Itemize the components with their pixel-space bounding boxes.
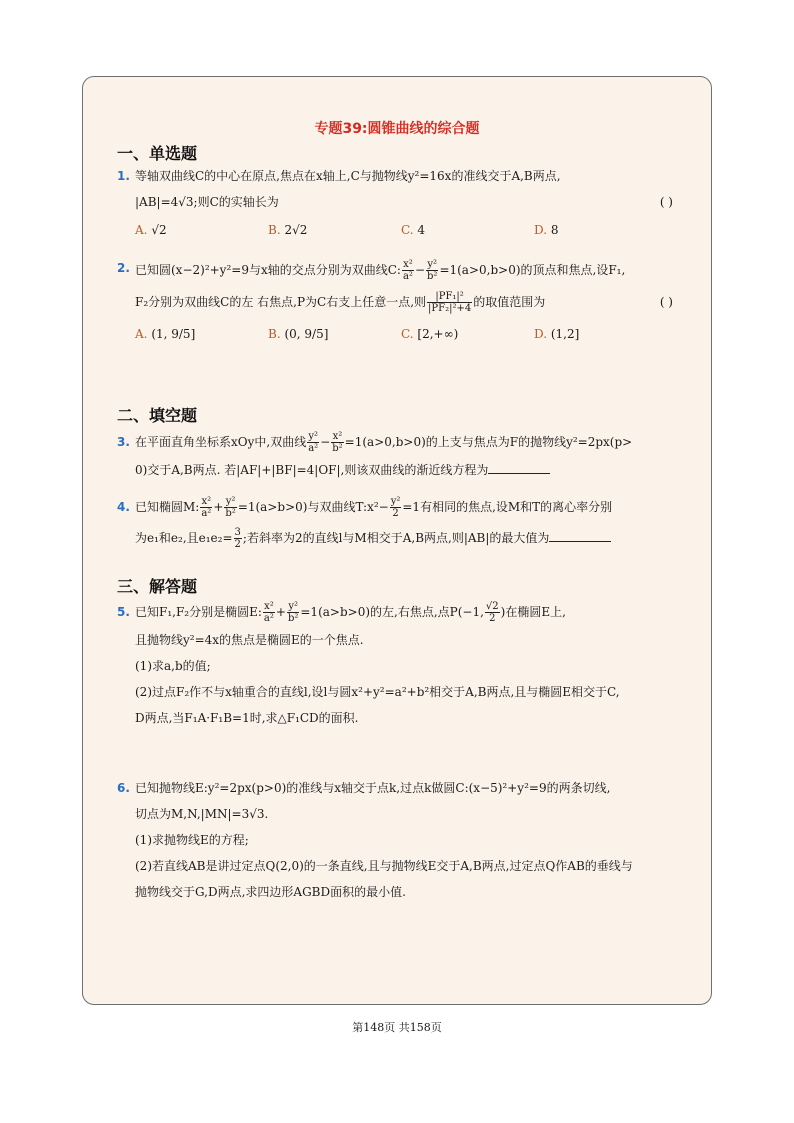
fraction: $\frac{\text{y²}}{\text{b²}}$ — [225, 496, 236, 519]
question-number: 2. — [117, 261, 130, 275]
fraction: $\frac{\text{y²}}{\text{b²}}$ — [287, 601, 299, 624]
question-3: 3. 在平面直角坐标系xOy中,双曲线 $\frac{\text{y²}}{\text{a²}}$ − $\frac{\text{x²}}{\text{b²}}$ =1(a>0,b>0)的上支与焦点为F的抛物线y²=2px(p> 0)交于A,B两点. 若|AF|+|BF|=4|OF|,则该双曲线的渐近线方程为 — [117, 431, 633, 477]
sub-question: (2)若直线AB是讲过定点Q(2,0)的一条直线,且与抛物线E交于A,B两点,过定点Q作AB的垂线与 — [135, 859, 633, 873]
option-c[interactable]: C. [2,+∞) — [401, 327, 459, 341]
fraction: $\frac{\text{x²}}{\text{a²}}$ — [263, 601, 274, 624]
option-a[interactable]: A. (1, 9/5] — [135, 327, 196, 341]
question-text: 已知圆(x−2)²+y²=9与x轴的交点分别为双曲线C: — [135, 263, 401, 277]
question-1 — [117, 163, 681, 243]
question-text: 且抛物线y²=4x的焦点是椭圆E的一个焦点. — [135, 633, 364, 647]
question-number: 1. — [117, 169, 130, 183]
fraction: $\frac{\text{|PF₁|²}}{\text{|PF₂|²+4}}$ — [428, 291, 472, 314]
section-solution: 三、解答题 — [117, 577, 198, 596]
fraction: $\frac{\text{y²}}{2}$ — [390, 496, 401, 519]
question-text: 切点为M,N,|MN|=3√3. — [135, 807, 269, 821]
question-text: 为e₁和e₂,且e₁e₂= — [135, 531, 233, 545]
option-b[interactable]: B. (0, 9/5] — [268, 327, 329, 341]
question-text: =1(a>b>0)与双曲线T:x²− — [237, 500, 389, 514]
question-text: 已知抛物线E:y²=2px(p>0)的准线与x轴交于点k,过点k做圆C:(x−5)²+y²=9的两条切线, — [135, 781, 611, 795]
question-5: 5. 已知F₁,F₂分别是椭圆E: $\frac{\text{x²}}{\text{a²}}$ + $\frac{\text{y²}}{\text{b²}}$ =1(a>b>0)的左,右焦点,点P(−1, $\frac{√2}{2}$ )在椭圆E上, 且抛物线y²=4x的焦点是椭圆E的一个焦点. (1)求a,b的值; (2)过点F₂作不与x轴重合的直线l,设l与圆x²+y²=a²+b²相交于A,B两点,且与椭圆E相交于C, D两点,当F₁A·F₁B=1时,求△F₁CD的面积. — [117, 597, 681, 731]
option-d[interactable]: D. (1,2] — [534, 327, 580, 341]
fraction: $\frac{\text{x²}}{\text{a²}}$ — [201, 496, 212, 519]
question-text: |AB|=4√3;则C的实轴长为 — [135, 195, 279, 209]
question-6 — [117, 775, 681, 905]
question-text: 在平面直角坐标系xOy中,双曲线 — [135, 435, 307, 449]
question-number: 6. — [117, 781, 130, 795]
question-text: =1有相同的焦点,设M和T的离心率分别 — [402, 500, 613, 514]
page-title: 专题39:圆锥曲线的综合题 — [314, 121, 480, 137]
question-number: 4. — [117, 500, 130, 514]
sub-question: (1)求a,b的值; — [135, 659, 211, 673]
question-2: 2. 已知圆(x−2)²+y²=9与x轴的交点分别为双曲线C: $\frac{\text{x²}}{\text{a²}}$ − $\frac{\text{y²}}{\text{b²}}$ =1(a>0,b>0)的顶点和焦点,设F₁, F₂分别为双曲线C的左 右焦点,P为C右支上任意一点,则 $\frac{\text{|PF₁|²}}{\text{|PF₂|²+4}}$ 的取值范围为 ( ) A. (1, 9/5] B. (0, 9/5] C. [2,+∞) D. (1,2] — [117, 255, 681, 347]
question-text: )在椭圆E上, — [500, 605, 566, 619]
question-text: D两点,当F₁A·F₁B=1时,求△F₁CD的面积. — [135, 711, 359, 725]
question-text: 0)交于A,B两点. 若|AF|+|BF|=4|OF|,则该双曲线的渐近线方程为 — [135, 463, 489, 477]
answer-paren: ( ) — [659, 295, 673, 309]
option-c[interactable]: C. 4 — [401, 223, 426, 237]
option-d[interactable]: D. 8 — [534, 223, 559, 237]
fraction: $\frac{\text{y²}}{\text{b²}}$ — [427, 259, 438, 282]
question-text: F₂分别为双曲线C的左 右焦点,P为C右支上任意一点,则 — [135, 295, 427, 309]
answer-paren: ( ) — [659, 195, 673, 209]
option-a[interactable]: A. √2 — [135, 223, 167, 237]
question-4: 4. 已知椭圆M: $\frac{\text{x²}}{\text{a²}}$ + $\frac{\text{y²}}{\text{b²}}$ =1(a>b>0)与双曲线T:x²− $\frac{\text{y²}}{2}$ =1有相同的焦点,设M和T的离心率分别 为e₁和e₂,且e₁e₂= $\frac{3}{2}$ ;若斜率为2的直线l与M相交于A,B两点,则|AB|的最大值为 — [117, 496, 613, 550]
fraction: $\frac{3}{2}$ — [234, 527, 241, 550]
question-text: 抛物线交于G,D两点,求四边形AGBD面积的最小值. — [135, 885, 406, 899]
question-text: ;若斜率为2的直线l与M相交于A,B两点,则|AB|的最大值为 — [242, 531, 550, 545]
question-text: =1(a>0,b>0)的顶点和焦点,设F₁, — [439, 263, 626, 277]
section-single-choice: 一、单选题 — [117, 144, 198, 163]
page-frame — [82, 76, 712, 1005]
fraction: $\frac{√2}{2}$ — [485, 601, 499, 624]
fraction: $\frac{\text{x²}}{\text{a²}}$ — [402, 259, 413, 282]
answer-blank[interactable] — [549, 529, 611, 542]
question-text: 等轴双曲线C的中心在原点,焦点在x轴上,C与抛物线y²=16x的准线交于A,B两点, — [135, 169, 561, 183]
question-number: 5. — [117, 605, 130, 619]
fraction: $\frac{\text{y²}}{\text{a²}}$ — [308, 431, 319, 454]
section-fill-blank: 二、填空题 — [117, 406, 198, 425]
question-text: =1(a>b>0)的左,右焦点,点P(−1, — [300, 605, 484, 619]
question-number: 3. — [117, 435, 130, 449]
fraction: $\frac{\text{x²}}{\text{b²}}$ — [332, 431, 343, 454]
question-text: 已知F₁,F₂分别是椭圆E: — [135, 605, 262, 619]
question-text: 已知椭圆M: — [135, 500, 200, 514]
sub-question: (2)过点F₂作不与x轴重合的直线l,设l与圆x²+y²=a²+b²相交于A,B两点,且与椭圆E相交于C, — [135, 685, 620, 699]
question-text: =1(a>0,b>0)的上支与焦点为F的抛物线y²=2px(p> — [344, 435, 633, 449]
answer-blank[interactable] — [488, 461, 550, 474]
option-b[interactable]: B. 2√2 — [268, 223, 308, 237]
sub-question: (1)求抛物线E的方程; — [135, 833, 249, 847]
page-footer: 第148页 共158页 — [352, 1021, 442, 1034]
question-text: 的取值范围为 — [473, 295, 546, 309]
